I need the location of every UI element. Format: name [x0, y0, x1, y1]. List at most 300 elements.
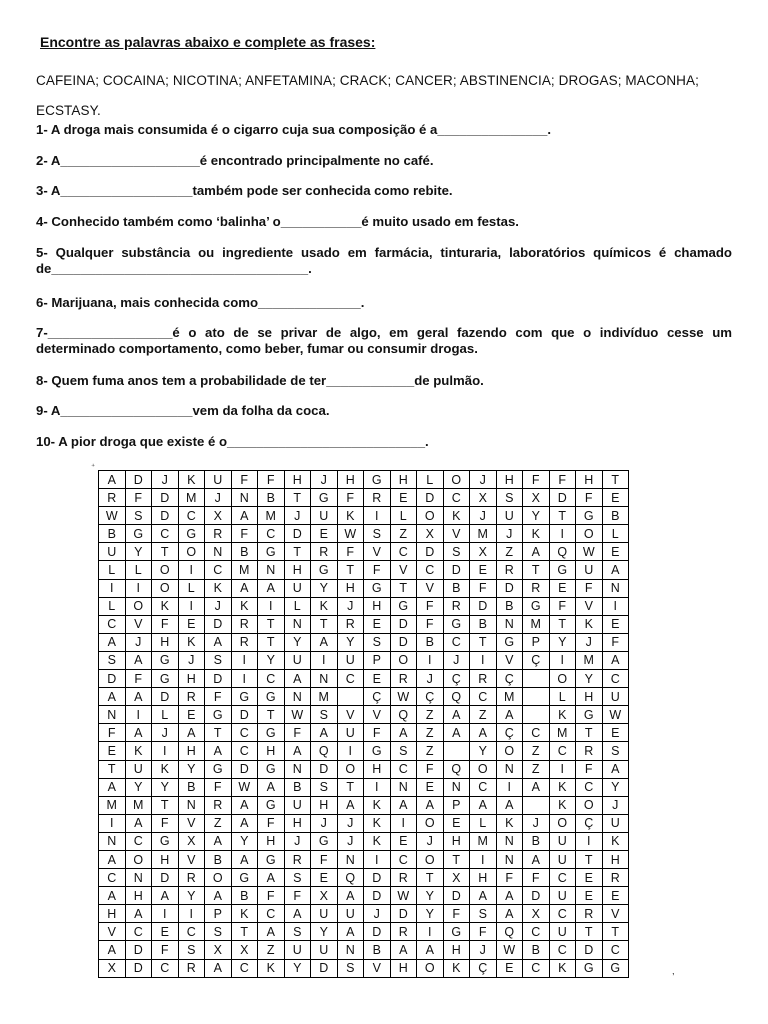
grid-cell: G — [258, 796, 285, 814]
grid-cell: T — [231, 923, 258, 941]
grid-cell: J — [337, 832, 364, 850]
grid-cell: Q — [311, 742, 338, 760]
grid-cell: F — [576, 489, 603, 507]
grid-cell: R — [496, 561, 523, 579]
grid-cell: A — [284, 905, 311, 923]
grid-cell: Z — [523, 742, 550, 760]
grid-cell: U — [284, 651, 311, 669]
grid-cell: C — [443, 489, 470, 507]
grid-cell: B — [523, 832, 550, 850]
grid-cell: O — [576, 796, 603, 814]
grid-cell: V — [496, 651, 523, 669]
grid-row — [99, 887, 629, 905]
grid-cell: X — [523, 489, 550, 507]
grid-cell: B — [99, 525, 126, 543]
grid-cell: J — [417, 670, 444, 688]
grid-cell: H — [443, 941, 470, 959]
grid-cell: G — [125, 525, 152, 543]
grid-cell: E — [178, 615, 205, 633]
grid-cell: A — [231, 507, 258, 525]
grid-cell: Y — [258, 651, 285, 669]
grid-cell: A — [99, 941, 126, 959]
grid-cell: U — [337, 905, 364, 923]
grid-cell: I — [364, 778, 391, 796]
grid-cell: F — [258, 814, 285, 832]
grid-cell — [523, 688, 550, 706]
grid-cell: L — [284, 597, 311, 615]
grid-cell: U — [602, 688, 629, 706]
grid-cell: R — [390, 670, 417, 688]
grid-cell: T — [99, 760, 126, 778]
grid-cell: V — [178, 814, 205, 832]
grid-cell: S — [205, 923, 232, 941]
grid-cell: A — [443, 724, 470, 742]
question-3: 3- A__________________também pode ser conhecida como rebite. — [36, 183, 453, 198]
grid-cell: M — [549, 724, 576, 742]
grid-cell: N — [443, 778, 470, 796]
grid-cell: G — [231, 688, 258, 706]
grid-cell: F — [99, 724, 126, 742]
grid-cell: T — [470, 633, 497, 651]
grid-cell: Z — [390, 525, 417, 543]
grid-cell: Y — [470, 742, 497, 760]
grid-cell: I — [417, 923, 444, 941]
grid-cell: I — [125, 579, 152, 597]
grid-cell: D — [125, 959, 152, 977]
grid-cell: V — [364, 959, 391, 977]
grid-cell: B — [231, 887, 258, 905]
grid-cell: A — [602, 561, 629, 579]
grid-cell: H — [364, 597, 391, 615]
grid-cell: A — [258, 923, 285, 941]
grid-cell: S — [311, 778, 338, 796]
grid-cell: H — [178, 670, 205, 688]
grid-cell: E — [602, 543, 629, 561]
grid-cell: E — [178, 706, 205, 724]
grid-cell: R — [337, 615, 364, 633]
grid-cell: B — [231, 543, 258, 561]
grid-cell: K — [205, 579, 232, 597]
grid-cell: Q — [443, 688, 470, 706]
grid-cell: B — [364, 941, 391, 959]
grid-cell: D — [152, 869, 179, 887]
grid-cell: I — [152, 742, 179, 760]
grid-cell: K — [443, 959, 470, 977]
grid-cell: A — [178, 724, 205, 742]
grid-cell: F — [523, 869, 550, 887]
grid-cell: A — [152, 887, 179, 905]
question-10: 10- A pior droga que existe é o___________________________. — [36, 434, 429, 449]
grid-row — [99, 651, 629, 669]
grid-cell: F — [152, 615, 179, 633]
question-9: 9- A__________________vem da folha da coca. — [36, 403, 330, 418]
grid-cell: G — [443, 615, 470, 633]
grid-cell: I — [470, 850, 497, 868]
grid-cell: C — [602, 670, 629, 688]
grid-row — [99, 579, 629, 597]
grid-cell: A — [417, 941, 444, 959]
grid-cell: G — [364, 471, 391, 489]
grid-cell: C — [549, 869, 576, 887]
grid-cell: D — [99, 670, 126, 688]
grid-cell: J — [178, 651, 205, 669]
question-8: 8- Quem fuma anos tem a probabilidade de ter____________de pulmão. — [36, 373, 484, 388]
grid-cell: S — [364, 633, 391, 651]
grid-cell: A — [258, 778, 285, 796]
grid-cell: F — [205, 688, 232, 706]
grid-cell: C — [470, 778, 497, 796]
grid-cell: U — [311, 941, 338, 959]
grid-cell: M — [178, 489, 205, 507]
grid-cell: H — [178, 742, 205, 760]
grid-cell: R — [443, 597, 470, 615]
grid-cell: B — [496, 597, 523, 615]
grid-cell: D — [125, 941, 152, 959]
grid-cell: B — [417, 633, 444, 651]
grid-cell: A — [205, 633, 232, 651]
grid-cell: F — [152, 814, 179, 832]
grid-cell: Ç — [364, 688, 391, 706]
grid-cell: C — [231, 959, 258, 977]
grid-cell: A — [205, 742, 232, 760]
grid-cell: I — [231, 651, 258, 669]
grid-cell: U — [284, 796, 311, 814]
grid-row — [99, 688, 629, 706]
grid-cell: C — [390, 543, 417, 561]
grid-cell: C — [205, 561, 232, 579]
grid-cell: A — [523, 778, 550, 796]
grid-cell: A — [125, 814, 152, 832]
grid-cell: Y — [417, 887, 444, 905]
grid-cell: N — [205, 543, 232, 561]
grid-cell: M — [523, 615, 550, 633]
grid-cell: D — [152, 489, 179, 507]
grid-cell: Y — [284, 633, 311, 651]
grid-cell: U — [284, 579, 311, 597]
anchor-mark: ⁺ — [91, 462, 96, 471]
grid-cell: S — [390, 742, 417, 760]
grid-cell: T — [602, 923, 629, 941]
grid-cell — [523, 670, 550, 688]
grid-cell: M — [125, 796, 152, 814]
grid-cell: I — [99, 814, 126, 832]
grid-cell: R — [99, 489, 126, 507]
grid-cell: U — [602, 814, 629, 832]
grid-cell: L — [549, 688, 576, 706]
grid-cell: T — [258, 615, 285, 633]
grid-cell: D — [496, 579, 523, 597]
grid-cell — [523, 796, 550, 814]
grid-cell: E — [390, 832, 417, 850]
grid-cell: J — [496, 525, 523, 543]
grid-cell: A — [417, 796, 444, 814]
grid-cell: L — [152, 706, 179, 724]
grid-cell: I — [549, 525, 576, 543]
grid-cell: W — [390, 688, 417, 706]
grid-cell: A — [602, 760, 629, 778]
grid-cell: A — [125, 651, 152, 669]
grid-cell: G — [231, 869, 258, 887]
word-list — [36, 66, 736, 126]
grid-cell: N — [284, 760, 311, 778]
grid-cell: Q — [443, 760, 470, 778]
grid-cell: G — [576, 706, 603, 724]
grid-cell: T — [390, 579, 417, 597]
grid-cell: X — [417, 525, 444, 543]
grid-cell: K — [496, 814, 523, 832]
grid-cell: K — [178, 633, 205, 651]
grid-cell: F — [602, 633, 629, 651]
grid-cell: Z — [205, 814, 232, 832]
question-4: 4- Conhecido também como ‘balinha’ o___________é muito usado em festas. — [36, 214, 519, 229]
grid-cell: J — [337, 597, 364, 615]
grid-cell: F — [470, 923, 497, 941]
grid-cell — [337, 688, 364, 706]
grid-cell: C — [443, 633, 470, 651]
grid-cell: N — [496, 850, 523, 868]
grid-cell: D — [364, 923, 391, 941]
grid-cell: A — [284, 670, 311, 688]
grid-cell: O — [205, 869, 232, 887]
grid-row — [99, 525, 629, 543]
grid-cell: A — [470, 724, 497, 742]
grid-cell: G — [258, 688, 285, 706]
grid-cell: V — [337, 706, 364, 724]
grid-cell: L — [470, 814, 497, 832]
grid-cell: X — [205, 941, 232, 959]
grid-cell: G — [258, 760, 285, 778]
grid-cell: N — [284, 688, 311, 706]
grid-cell: E — [549, 579, 576, 597]
grid-cell: W — [576, 543, 603, 561]
grid-cell — [443, 742, 470, 760]
grid-cell: E — [364, 670, 391, 688]
grid-cell: X — [99, 959, 126, 977]
grid-cell: H — [443, 832, 470, 850]
grid-cell: A — [205, 887, 232, 905]
grid-cell: R — [178, 869, 205, 887]
grid-cell: Q — [390, 706, 417, 724]
grid-cell: A — [258, 869, 285, 887]
grid-cell: L — [125, 561, 152, 579]
grid-cell: X — [443, 869, 470, 887]
grid-cell: H — [576, 688, 603, 706]
grid-row — [99, 850, 629, 868]
grid-cell: N — [337, 941, 364, 959]
grid-cell: Y — [125, 778, 152, 796]
grid-cell: E — [364, 615, 391, 633]
grid-cell: C — [470, 688, 497, 706]
grid-cell: I — [549, 651, 576, 669]
grid-cell: X — [231, 941, 258, 959]
grid-cell: E — [602, 615, 629, 633]
grid-cell: A — [311, 633, 338, 651]
grid-cell: F — [284, 887, 311, 905]
grid-cell: X — [311, 887, 338, 905]
grid-cell: O — [178, 543, 205, 561]
grid-cell: F — [311, 850, 338, 868]
grid-cell: D — [443, 887, 470, 905]
grid-cell: E — [602, 724, 629, 742]
grid-cell: R — [231, 633, 258, 651]
grid-row — [99, 796, 629, 814]
grid-cell: E — [152, 923, 179, 941]
grid-cell: V — [178, 850, 205, 868]
grid-cell: A — [258, 579, 285, 597]
grid-cell: N — [496, 760, 523, 778]
grid-cell: F — [205, 778, 232, 796]
grid-cell: P — [205, 905, 232, 923]
grid-cell: A — [125, 688, 152, 706]
grid-cell: I — [258, 597, 285, 615]
grid-cell: D — [470, 597, 497, 615]
grid-cell: S — [337, 959, 364, 977]
grid-cell: K — [443, 507, 470, 525]
grid-cell: A — [231, 796, 258, 814]
grid-cell: S — [284, 923, 311, 941]
grid-cell: J — [205, 489, 232, 507]
grid-cell: I — [549, 760, 576, 778]
grid-cell: N — [125, 869, 152, 887]
grid-cell: C — [178, 923, 205, 941]
grid-cell: K — [549, 959, 576, 977]
grid-cell: D — [364, 887, 391, 905]
grid-cell: E — [602, 489, 629, 507]
grid-cell: A — [99, 778, 126, 796]
grid-cell: A — [99, 471, 126, 489]
grid-cell: Y — [284, 959, 311, 977]
grid-row — [99, 597, 629, 615]
grid-row — [99, 507, 629, 525]
grid-cell: Ç — [496, 670, 523, 688]
word-list-line-1: CAFEINA; COCAINA; NICOTINA; ANFETAMINA; CRACK; CANCER; ABSTINENCIA; DROGAS; MACONHA; — [36, 73, 699, 88]
grid-cell: F — [417, 760, 444, 778]
grid-row — [99, 633, 629, 651]
grid-cell: H — [152, 633, 179, 651]
grid-cell: U — [311, 507, 338, 525]
grid-cell: K — [337, 507, 364, 525]
grid-cell: A — [337, 887, 364, 905]
grid-cell: A — [523, 850, 550, 868]
grid-cell: I — [152, 905, 179, 923]
grid-cell: Y — [311, 923, 338, 941]
grid-cell: A — [470, 887, 497, 905]
grid-cell: G — [311, 832, 338, 850]
grid-cell: A — [231, 850, 258, 868]
grid-cell: D — [284, 525, 311, 543]
grid-cell: C — [99, 615, 126, 633]
grid-cell: C — [576, 778, 603, 796]
grid-cell: K — [576, 615, 603, 633]
grid-cell: C — [231, 724, 258, 742]
grid-cell: W — [602, 706, 629, 724]
question-7: 7-_________________é o ato de se privar de algo, em geral fazendo com que o indivíduo cesse um determinado comportamento, como beber, fumar ou consumir drogas. — [36, 325, 732, 356]
grid-cell: F — [417, 615, 444, 633]
grid-cell: C — [125, 832, 152, 850]
grid-cell: D — [417, 543, 444, 561]
grid-cell: S — [470, 905, 497, 923]
grid-row — [99, 832, 629, 850]
grid-cell: G — [152, 670, 179, 688]
grid-cell: L — [417, 471, 444, 489]
grid-cell: B — [523, 941, 550, 959]
grid-cell: Y — [152, 778, 179, 796]
grid-cell: N — [99, 706, 126, 724]
grid-cell: H — [390, 959, 417, 977]
grid-cell: Z — [417, 724, 444, 742]
grid-cell: D — [231, 706, 258, 724]
grid-cell: Y — [178, 887, 205, 905]
grid-cell: S — [443, 543, 470, 561]
grid-cell: K — [549, 706, 576, 724]
grid-cell: W — [99, 507, 126, 525]
grid-cell: T — [258, 706, 285, 724]
grid-cell: A — [99, 633, 126, 651]
grid-cell: A — [443, 706, 470, 724]
grid-row — [99, 941, 629, 959]
grid-cell: F — [125, 489, 152, 507]
grid-cell: R — [576, 742, 603, 760]
grid-cell: V — [364, 706, 391, 724]
grid-cell: D — [417, 489, 444, 507]
grid-cell: S — [284, 869, 311, 887]
grid-row — [99, 869, 629, 887]
grid-cell: R — [390, 923, 417, 941]
grid-cell: N — [258, 561, 285, 579]
grid-cell: L — [99, 597, 126, 615]
grid-cell: V — [390, 561, 417, 579]
grid-cell: R — [390, 869, 417, 887]
grid-cell: Q — [549, 543, 576, 561]
grid-cell: O — [152, 561, 179, 579]
grid-cell: H — [496, 471, 523, 489]
grid-cell: C — [125, 923, 152, 941]
grid-cell: S — [178, 941, 205, 959]
grid-cell: D — [443, 561, 470, 579]
question-2: 2- A___________________é encontrado principalmente no café. — [36, 153, 434, 168]
grid-cell: G — [576, 959, 603, 977]
grid-cell: N — [99, 832, 126, 850]
grid-cell: O — [549, 670, 576, 688]
grid-cell: Y — [576, 670, 603, 688]
grid-cell: C — [523, 959, 550, 977]
grid-cell: Y — [231, 832, 258, 850]
grid-cell: O — [417, 814, 444, 832]
grid-cell: D — [311, 959, 338, 977]
grid-cell: G — [258, 724, 285, 742]
grid-cell: E — [576, 869, 603, 887]
grid-cell: F — [364, 561, 391, 579]
grid-cell: J — [152, 471, 179, 489]
grid-cell: A — [99, 887, 126, 905]
grid-cell: S — [496, 489, 523, 507]
grid-cell: N — [496, 615, 523, 633]
grid-cell: A — [390, 796, 417, 814]
grid-cell: Ç — [496, 724, 523, 742]
grid-cell: F — [523, 471, 550, 489]
grid-cell: D — [390, 615, 417, 633]
grid-cell: A — [99, 688, 126, 706]
grid-cell: Q — [337, 869, 364, 887]
grid-cell: E — [496, 959, 523, 977]
grid-cell: J — [470, 471, 497, 489]
grid-cell: I — [390, 814, 417, 832]
grid-cell: R — [364, 489, 391, 507]
grid-cell: T — [337, 561, 364, 579]
grid-row — [99, 778, 629, 796]
grid-cell: A — [205, 832, 232, 850]
grid-cell: C — [152, 959, 179, 977]
